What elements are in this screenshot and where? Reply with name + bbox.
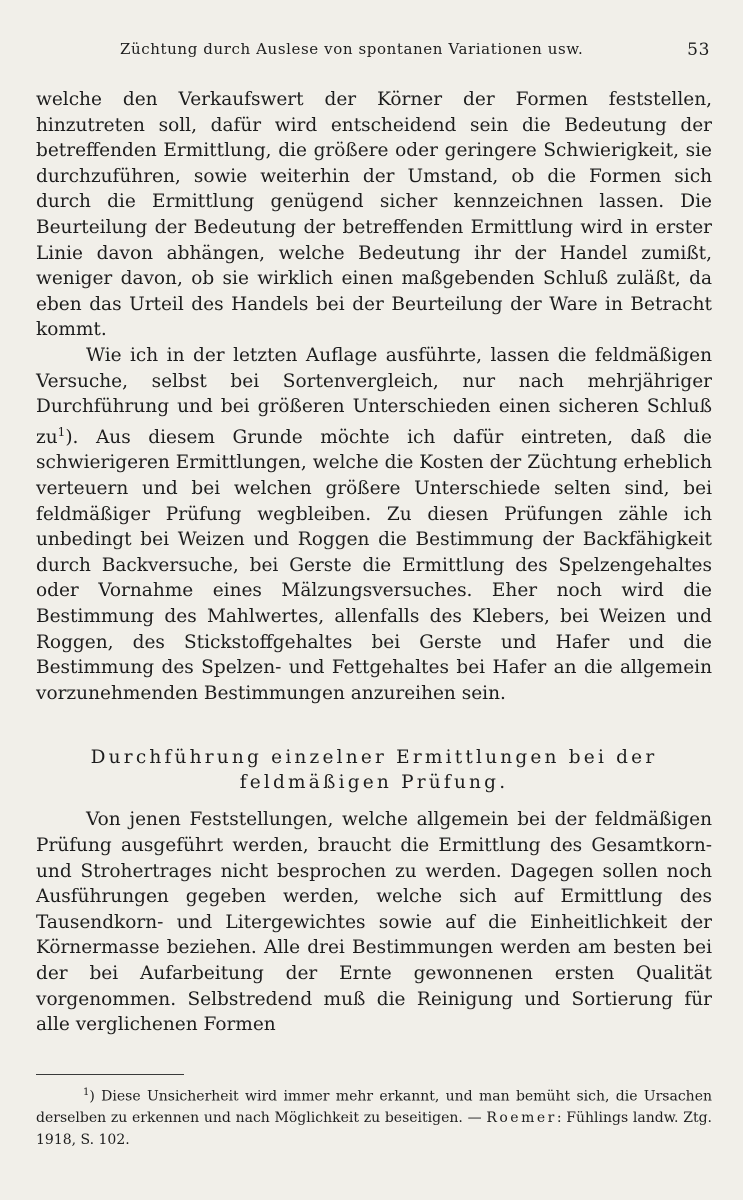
footnote-divider xyxy=(36,1074,184,1075)
paragraph-3: Von jenen Feststellungen, welche allgemein bei der feldmäßigen Prüfung ausgeführt werden, braucht die Ermittlung des Gesamtkorn- und Strohertrages nicht besprochen zu werden. Dagegen sollen noch Ausführungen gegeben werden, welche sich auf Ermittlung des Tausendkorn- und Litergewichtes sowie auf die Einheitlichkeit der Körnermasse beziehen. Alle drei Bestimmungen werden am besten bei der bei Aufarbeitung der Ernte gewonnenen ersten Qualität vorgenommen. Selbstredend muß die Reinigung und Sortierung für alle verglichenen Formen xyxy=(36,809,712,1036)
page-number: 53 xyxy=(687,40,710,60)
paragraph-2-text-b: ). Aus diesem Grunde möchte ich dafür eintreten, daß die schwierigeren Ermittlungen, welche die Kosten der Züchtung erheblich verteuern und bei welchen größere Unterschiede selten sind, bei feldmäßiger Prüfung wegbleiben. Zu diesen Prüfungen zähle ich unbedingt bei Weizen und Roggen die Bestimmung der Backfähigkeit durch Backversuche, bei Gerste die Ermittlung des Spelzengehaltes oder Vornahme eines Mälzungsversuches. Eher noch wird die Bestimmung des Mahlwertes, allenfalls des Klebers, bei Weizen und Roggen, des Stickstoffgehaltes bei Gerste und Hafer und die Bestimmung des Spelzen- und Fettgehaltes bei Hafer an die allgemein vorzunehmenden Bestimmungen anzureihen sein. xyxy=(36,426,712,704)
running-title: Züchtung durch Auslese von spontanen Variationen usw. xyxy=(120,40,584,58)
footnote-text xyxy=(36,1082,712,1151)
paragraph-2 xyxy=(36,343,712,706)
section-heading-line-1: Durchführung einzelner Ermittlungen bei der xyxy=(90,747,658,769)
running-header xyxy=(120,40,710,58)
footnote-marker: 1 xyxy=(83,1087,90,1098)
footnote-text-a: ) Diese Unsicherheit wird immer mehr erkannt, und man bemüht sich, die Ursachen derselben zu erkennen und nach Möglichkeit zu beseitigen. — xyxy=(36,1088,712,1127)
footnote xyxy=(36,1082,712,1151)
main-text xyxy=(36,87,712,1038)
footnote-reference: 1 xyxy=(57,424,66,439)
footnote-author: Roemer xyxy=(486,1110,557,1127)
paragraph-1: welche den Verkaufswert der Körner der Formen feststellen, hinzutreten soll, dafür wird entscheidend sein die Bedeutung der betreffenden Ermittlung, die größere oder geringere Schwierigkeit, sie durchzuführen, sowie weiterhin der Umstand, ob die Formen sich durch die Ermittlung genügend sicher kennzeichnen lassen. Die Beurteilung der Bedeutung der betreffenden Ermittlung wird in erster Linie davon abhängen, welche Bedeutung ihr der Handel zumißt, weniger davon, ob sie wirklich einen maßgebenden Schluß zuläßt, da eben das Urteil des Handels bei der Beurteilung der Ware in Betracht kommt. xyxy=(36,89,712,341)
section-heading-line-2: feldmäßigen Prüfung. xyxy=(239,772,509,794)
footnote-text-b: : Fühlings landw. Ztg. 1918, S. 102. xyxy=(36,1110,712,1148)
paragraph-2-text-a: Wie ich in der letzten Auflage ausführte, lassen die feldmäßigen Versuche, selbst bei Sortenvergleich, nur nach mehrjähriger Durchführung und bei größeren Unterschieden einen sicheren Schluß zu xyxy=(36,344,712,448)
section-heading xyxy=(36,745,712,795)
